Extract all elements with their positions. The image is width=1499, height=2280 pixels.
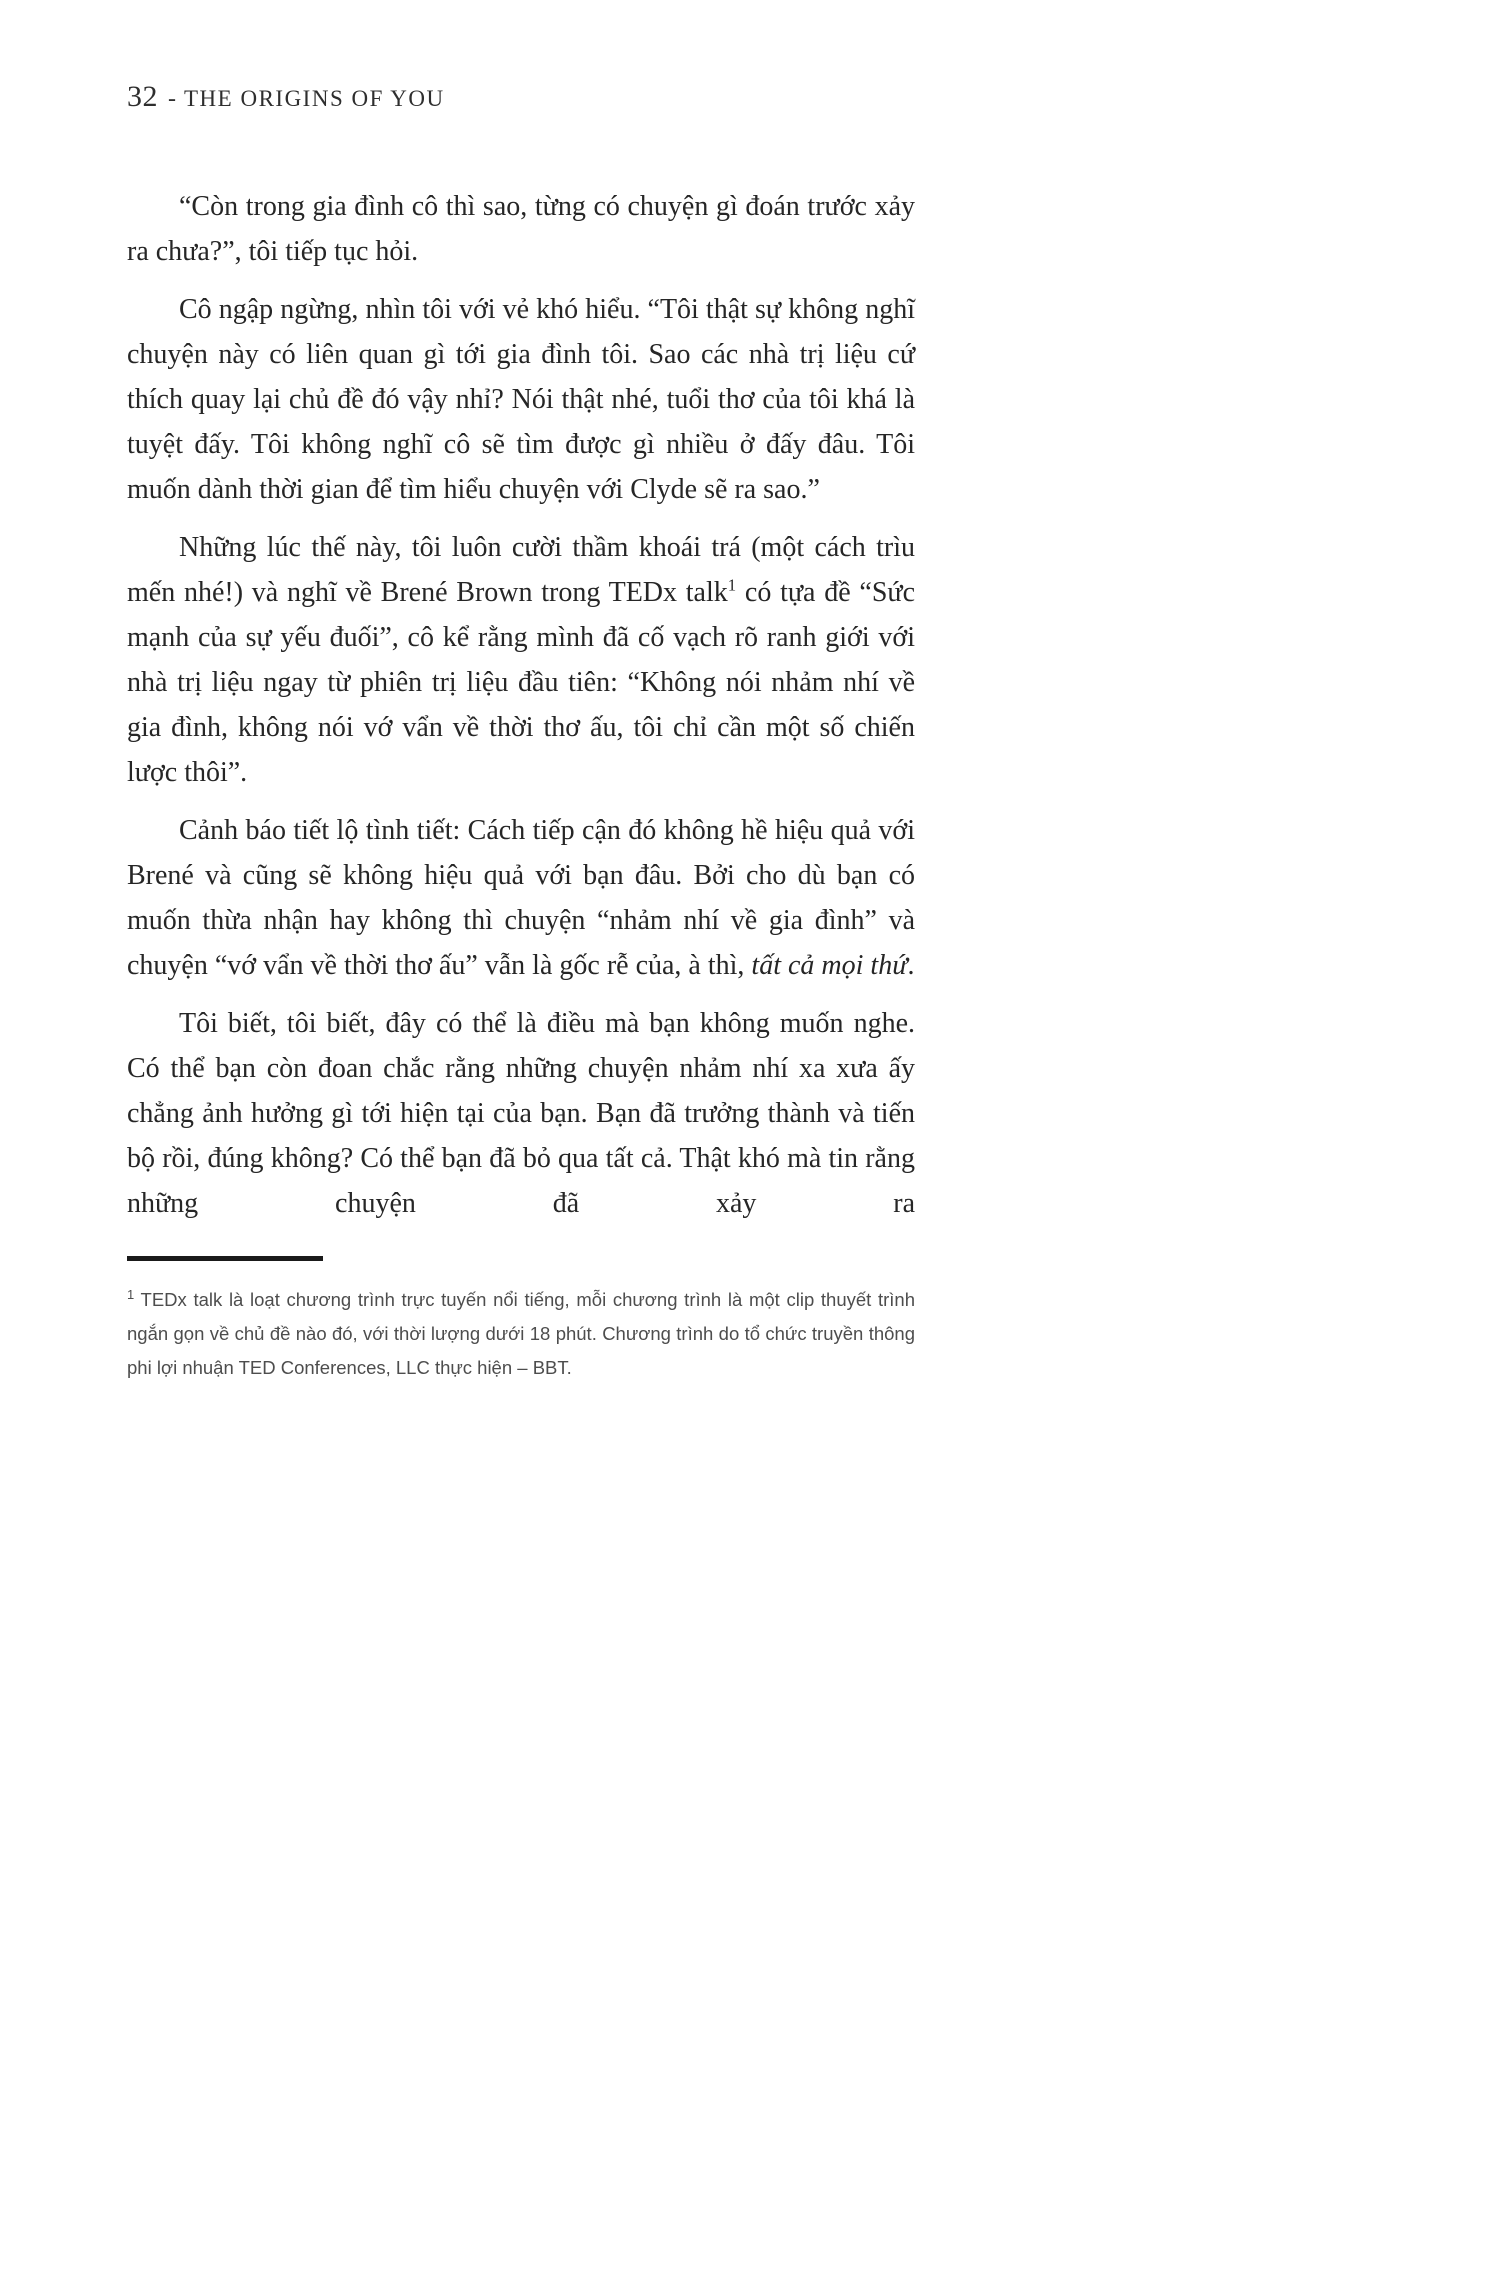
paragraph-2: [127, 287, 915, 512]
paragraph-4-text-end: .: [907, 950, 915, 981]
book-title: THE ORIGINS OF YOU: [184, 86, 445, 111]
page-content: [127, 80, 915, 1385]
header-separator: -: [168, 86, 176, 112]
footnote-text: TEDx talk là loạt chương trình trực tuyến nổi tiếng, mỗi chương trình là một clip thuyết trình ngắn gọn về chủ đề nào đó, với thời lượng dưới 18 phút. Chương trình do tổ chức truyền thông phi lợi nhuận TED Conferences, LLC thực hiện – BBT.: [127, 1289, 915, 1378]
footnote-separator-rule: [127, 1256, 323, 1261]
body-text: [127, 184, 915, 1226]
paragraph-5-text: Tôi biết, tôi biết, đây có thể là điều mà bạn không muốn nghe. Có thể bạn còn đoan chắc rằng những chuyện nhảm nhí xa xưa ấy chẳng ảnh hưởng gì tới hiện tại của bạn. Bạn đã trưởng thành và tiến bộ rồi, đúng không? Có thể bạn đã bỏ qua tất cả. Thật khó mà tin rằng những chuyện đã xảy ra: [127, 1008, 915, 1219]
footnote-reference-1: 1: [727, 575, 737, 595]
paragraph-2-text: Cô ngập ngừng, nhìn tôi với vẻ khó hiểu. “Tôi thật sự không nghĩ chuyện này có liên quan gì tới gia đình tôi. Sao các nhà trị liệu cứ thích quay lại chủ đề đó vậy nhỉ? Nói thật nhé, tuổi thơ của tôi khá là tuyệt đấy. Tôi không nghĩ cô sẽ tìm được gì nhiều ở đấy đâu. Tôi muốn dành thời gian để tìm hiểu chuyện với Clyde sẽ ra sao.”: [127, 294, 915, 505]
paragraph-4-text: Cảnh báo tiết lộ tình tiết: Cách tiếp cận đó không hề hiệu quả với Brené và cũng sẽ không hiệu quả với bạn đâu. Bởi cho dù bạn có muốn thừa nhận hay không thì chuyện “nhảm nhí về gia đình” và chuyện “vớ vẩn về thời thơ ấu” vẫn là gốc rễ của, à thì,: [127, 815, 915, 981]
footnote: [127, 1283, 915, 1385]
page-header: [127, 80, 915, 114]
paragraph-5: [127, 1001, 915, 1226]
paragraph-3: [127, 525, 915, 795]
paragraph-1-text: “Còn trong gia đình cô thì sao, từng có chuyện gì đoán trước xảy ra chưa?”, tôi tiếp tục hỏi.: [127, 191, 915, 267]
page-number: 32: [127, 80, 158, 113]
paragraph-1: [127, 184, 915, 274]
paragraph-4-italic-phrase: tất cả mọi thứ: [751, 950, 908, 981]
paragraph-3-text: Những lúc thế này, tôi luôn cười thầm khoái trá (một cách trìu mến nhé!) và nghĩ về Brené Brown trong TEDx talk: [127, 532, 915, 608]
footnote-marker: 1: [127, 1286, 135, 1302]
paragraph-4: [127, 808, 915, 988]
paragraph-3-text-continued: có tựa đề “Sức mạnh của sự yếu đuối”, cô kể rằng mình đã cố vạch rõ ranh giới với nhà trị liệu ngay từ phiên trị liệu đầu tiên: “Không nói nhảm nhí về gia đình, không nói vớ vẩn về thời thơ ấu, tôi chỉ cần một số chiến lược thôi”.: [127, 577, 915, 788]
